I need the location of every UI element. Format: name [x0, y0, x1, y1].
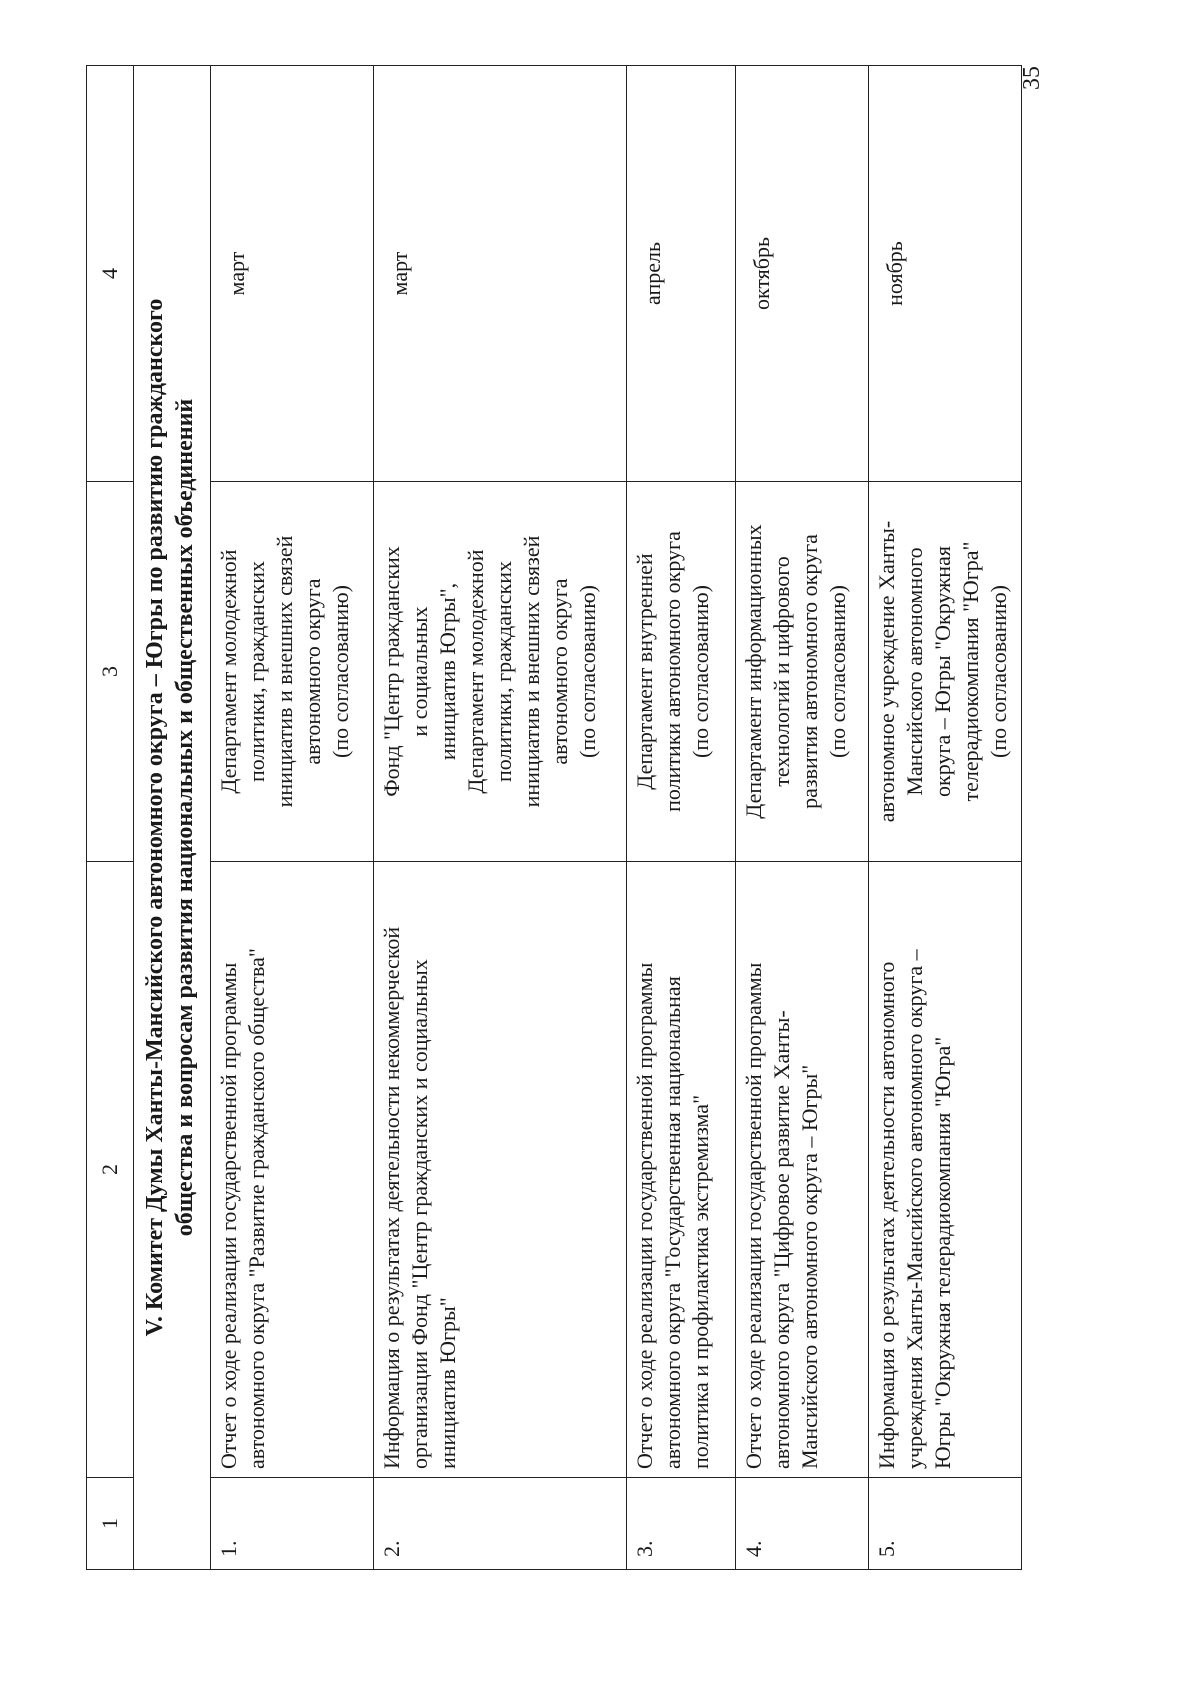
row-description — [374, 862, 627, 1478]
text-line: инициатив Югры", — [435, 582, 460, 761]
text-line: учреждения Ханты-Мансийского автономного округа – — [902, 949, 927, 1469]
section-title-line: общества и вопросам развития национальных и общественных объединений — [172, 398, 198, 1237]
column-number: 3 — [87, 482, 134, 862]
text-line: Отчет о ходе реализации государственной программы — [632, 962, 657, 1469]
row-responsible — [211, 482, 374, 862]
row-index: 5. — [869, 1478, 1022, 1570]
text-line: Фонд "Центр гражданских — [379, 546, 404, 797]
row-description — [736, 862, 869, 1478]
section-header-row — [134, 66, 211, 1570]
table-row — [627, 66, 736, 1570]
text-line: Югры "Окружная телерадиокомпания "Югра" — [930, 1036, 955, 1469]
text-line: Информация о результатах деятельности автономного — [874, 961, 899, 1469]
text-line: Департамент молодежной — [463, 549, 488, 794]
text-line: автономного округа — [300, 578, 325, 765]
text-line: автономного округа "Цифровое развитие Ханты- — [769, 1010, 794, 1469]
text-line: Департамент информационных — [741, 524, 766, 819]
section-title — [134, 66, 211, 1570]
column-number: 2 — [87, 862, 134, 1478]
row-index: 4. — [736, 1478, 869, 1570]
text-line: автономного округа — [547, 578, 572, 765]
text-line: организации Фонд "Центр гражданских и социальных — [407, 959, 432, 1469]
row-index: 2. — [374, 1478, 627, 1570]
text-line: (по согласованию) — [986, 585, 1011, 758]
plan-table — [86, 65, 1022, 1570]
column-number: 4 — [87, 66, 134, 482]
text-line: политики автономного округа — [660, 531, 685, 812]
text-line: Мансийского автономного округа – Югры" — [797, 1064, 822, 1469]
text-line: Мансийского автономного — [902, 547, 927, 796]
row-responsible — [869, 482, 1022, 862]
text-line: автономное учреждение Ханты- — [874, 520, 899, 823]
row-description — [627, 862, 736, 1478]
section-title-line: V. Комитет Думы Ханты-Мансийского автономного округа – Югры по развитию гражданского — [142, 298, 168, 1337]
row-responsible — [736, 482, 869, 862]
text-line: Информация о результатах деятельности некоммерческой — [379, 926, 404, 1469]
text-line: инициатив и внешних связей — [272, 535, 297, 808]
table-row — [736, 66, 869, 1570]
text-line: политики, гражданских — [244, 560, 269, 783]
row-term: март — [374, 66, 627, 482]
row-description — [869, 862, 1022, 1478]
page-number: 35 — [1019, 66, 1045, 90]
text-line: развития автономного округа — [797, 534, 822, 809]
rotated-document — [86, 66, 1011, 1570]
row-description — [211, 862, 374, 1478]
row-term: март — [211, 66, 374, 482]
row-term: ноябрь — [869, 66, 1022, 482]
row-term: апрель — [627, 66, 736, 482]
table-row — [211, 66, 374, 1570]
text-line: Департамент внутренней — [632, 553, 657, 790]
row-index: 1. — [211, 1478, 374, 1570]
row-responsible — [374, 482, 627, 862]
text-line: и социальных — [407, 606, 432, 737]
row-index: 3. — [627, 1478, 736, 1570]
text-line: инициатив и внешних связей — [519, 535, 544, 808]
table-row — [869, 66, 1022, 1570]
column-number: 1 — [87, 1478, 134, 1570]
text-line: (по согласованию) — [328, 585, 353, 758]
text-line: (по согласованию) — [575, 585, 600, 758]
text-line: (по согласованию) — [688, 585, 713, 758]
text-line: технологий и цифрового — [769, 556, 794, 787]
text-line: инициатив Югры" — [435, 1297, 460, 1469]
text-line: политики, гражданских — [491, 560, 516, 783]
text-line: телерадиокомпания "Югра" — [958, 541, 983, 802]
text-line: автономного округа "Развитие гражданского общества" — [244, 948, 269, 1469]
text-line: округа – Югры "Окружная — [930, 546, 955, 797]
text-line: Отчет о ходе реализации государственной программы — [741, 962, 766, 1469]
text-line: (по согласованию) — [825, 585, 850, 758]
column-number-row — [87, 66, 134, 1570]
table-row — [374, 66, 627, 1570]
text-line: Отчет о ходе реализации государственной программы — [216, 962, 241, 1469]
row-term: октябрь — [736, 66, 869, 482]
text-line: политика и профилактика экстремизма" — [688, 1094, 713, 1469]
text-line: автономного округа "Государственная национальная — [660, 976, 685, 1469]
row-responsible — [627, 482, 736, 862]
text-line: Департамент молодежной — [216, 549, 241, 794]
